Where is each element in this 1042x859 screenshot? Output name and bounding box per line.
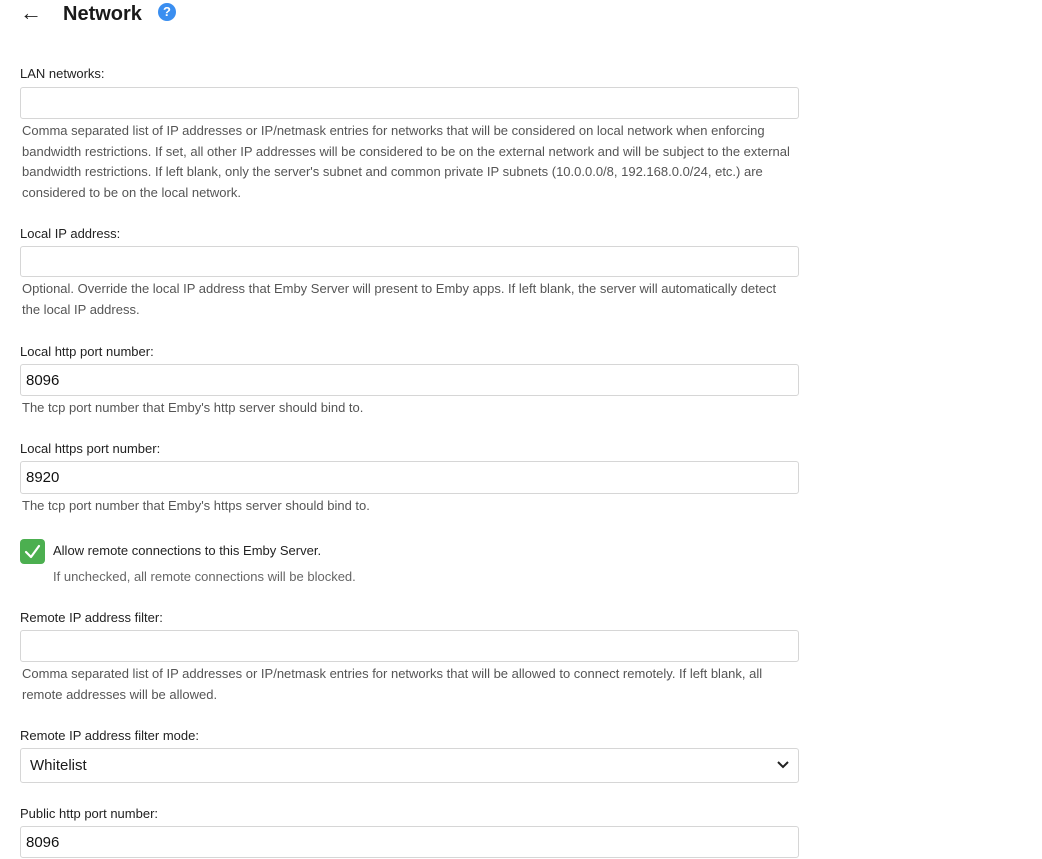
filter-mode-select[interactable] bbox=[20, 748, 799, 783]
chevron-down-icon bbox=[777, 761, 789, 769]
remote-filter-description: Comma separated list of IP addresses or IP/netmask entries for networks that will be allowed to connect remotely. If left blank, all remote addresses will be allowed. bbox=[22, 666, 763, 702]
lan-networks-label: LAN networks: bbox=[20, 66, 105, 81]
allow-remote-description: If unchecked, all remote connections will be blocked. bbox=[53, 569, 356, 584]
arrow-left-icon: ← bbox=[20, 0, 42, 25]
page-title: Network bbox=[63, 3, 142, 25]
checkmark-icon bbox=[24, 543, 41, 560]
local-ip-description: Optional. Override the local IP address that Emby Server will present to Emby apps. If left blank, the server will automatically detect the local IP address. bbox=[22, 281, 777, 317]
local-ip-label: Local IP address: bbox=[20, 226, 121, 241]
lan-networks-description: Comma separated list of IP addresses or IP/netmask entries for networks that will be considered on local network when enforcing bandwidth restrictions. If set, all other IP addresses will be considered to be on the external network and will be subject to the external bandwidth restrictions. If left blank, only the server's subnet and common private IP subnets (10.0.0.0/8, 192.168.0.0/24, etc.) are considered to be on the local network. bbox=[22, 123, 790, 201]
remote-filter-input[interactable] bbox=[20, 630, 799, 662]
allow-remote-label[interactable]: Allow remote connections to this Emby Server. bbox=[53, 543, 322, 558]
https-port-description: The tcp port number that Emby's https server should bind to. bbox=[22, 498, 370, 513]
back-button[interactable] bbox=[20, 0, 42, 26]
allow-remote-checkbox[interactable] bbox=[20, 539, 45, 564]
http-port-input[interactable] bbox=[20, 364, 799, 396]
remote-filter-label: Remote IP address filter: bbox=[20, 610, 163, 625]
filter-mode-label: Remote IP address filter mode: bbox=[20, 728, 199, 743]
filter-mode-value: Whitelist bbox=[30, 757, 87, 774]
https-port-label: Local https port number: bbox=[20, 441, 161, 456]
https-port-input[interactable] bbox=[20, 461, 799, 494]
public-http-label: Public http port number: bbox=[20, 806, 159, 821]
help-icon[interactable]: ? bbox=[158, 3, 176, 21]
lan-networks-input[interactable] bbox=[20, 87, 799, 119]
http-port-label: Local http port number: bbox=[20, 344, 154, 359]
local-ip-input[interactable] bbox=[20, 246, 799, 277]
http-port-description: The tcp port number that Emby's http server should bind to. bbox=[22, 400, 364, 415]
public-http-input[interactable] bbox=[20, 826, 799, 858]
